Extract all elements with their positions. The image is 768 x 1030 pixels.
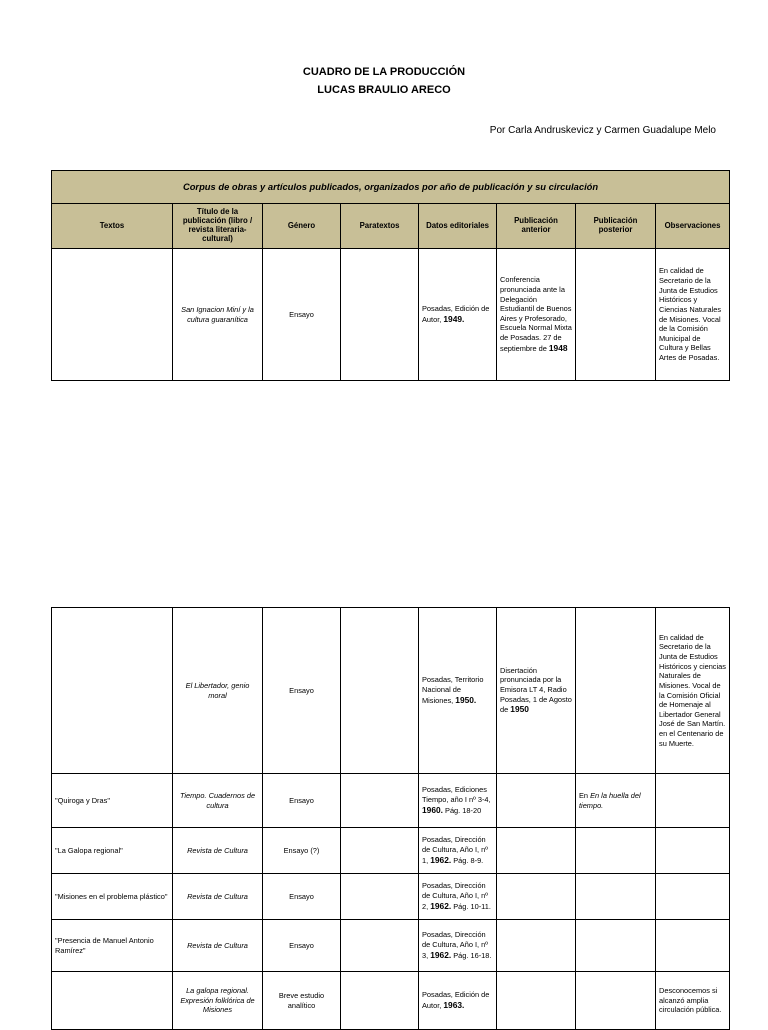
cell-texto: "La Galopa regional" xyxy=(52,828,173,874)
cell-publicacion-posterior xyxy=(576,608,656,774)
column-header-paratextos: Paratextos xyxy=(341,204,419,249)
table-row xyxy=(52,774,730,828)
cell-publicacion-anterior: Conferencia pronunciada ante la Delegación Estudiantil de Buenos Aires y Profesorado, Escuela Normal Mixta de Posadas. 27 de septiembre de 1948 xyxy=(497,249,576,381)
table-row xyxy=(52,249,730,381)
cell-observaciones: Desconocemos si alcanzó amplia circulación pública. xyxy=(656,972,730,1030)
cell-observaciones xyxy=(656,920,730,972)
table-row xyxy=(52,920,730,972)
cell-observaciones xyxy=(656,828,730,874)
table-row xyxy=(52,972,730,1030)
document-title: CUADRO DE LA PRODUCCIÓN xyxy=(302,66,466,78)
cell-publicacion-anterior xyxy=(497,920,576,972)
cell-texto: "Presencia de Manuel Antonio Ramírez" xyxy=(52,920,173,972)
cell-publicacion-anterior xyxy=(497,874,576,920)
cell-texto: "Quiroga y Dras" xyxy=(52,774,173,828)
cell-titulo: Revista de Cultura xyxy=(173,828,263,874)
cell-genero: Ensayo xyxy=(263,920,341,972)
cell-datos-editoriales: Posadas, Territorio Nacional de Misiones, 1950. xyxy=(419,608,497,774)
cell-paratextos xyxy=(341,608,419,774)
cell-publicacion-posterior xyxy=(576,972,656,1030)
cell-genero: Ensayo xyxy=(263,608,341,774)
cell-publicacion-posterior xyxy=(576,920,656,972)
cell-datos-editoriales: Posadas, Dirección de Cultura, Año I, nº 3, 1962. Pág. 16-18. xyxy=(419,920,497,972)
cell-texto xyxy=(52,608,173,774)
cell-genero: Ensayo xyxy=(263,874,341,920)
cell-observaciones: En calidad de Secretario de la Junta de Estudios Históricos y Ciencias Naturales de Misiones. Vocal de la Comisión Municipal de Cultura y Bellas Artes de Posadas. xyxy=(656,249,730,381)
cell-datos-editoriales: Posadas, Dirección de Cultura, Año I, nº 2, 1962. Pág. 10-11. xyxy=(419,874,497,920)
cell-genero: Breve estudio analítico xyxy=(263,972,341,1030)
cell-texto: "Misiones en el problema plástico" xyxy=(52,874,173,920)
cell-publicacion-anterior xyxy=(497,972,576,1030)
cell-texto xyxy=(52,972,173,1030)
cell-titulo: Revista de Cultura xyxy=(173,920,263,972)
column-header-textos: Textos xyxy=(52,204,173,249)
cell-titulo: La galopa regional. Expresión folklórica de Misiones xyxy=(173,972,263,1030)
column-header-publicacion-anterior: Publicación anterior xyxy=(497,204,576,249)
column-header-publicacion-posterior: Publicación posterior xyxy=(576,204,656,249)
cell-publicacion-posterior: En En la huella del tiempo. xyxy=(576,774,656,828)
column-header-titulo: Título de la publicación (libro / revista literaria-cultural) xyxy=(173,204,263,249)
document-subtitle: LUCAS BRAULIO ARECO xyxy=(317,84,451,96)
cell-paratextos xyxy=(341,874,419,920)
cell-paratextos xyxy=(341,774,419,828)
table-row xyxy=(52,828,730,874)
cell-titulo: San Ignacion Miní y la cultura guaranítica xyxy=(173,249,263,381)
table-caption: Corpus de obras y artículos publicados, organizados por año de publicación y su circulación xyxy=(52,171,730,204)
cell-paratextos xyxy=(341,920,419,972)
table-row xyxy=(52,874,730,920)
cell-paratextos xyxy=(341,828,419,874)
column-header-observaciones: Observaciones xyxy=(656,204,730,249)
cell-datos-editoriales: Posadas, Dirección de Cultura, Año I, nº 1, 1962. Pág. 8-9. xyxy=(419,828,497,874)
cell-publicacion-posterior xyxy=(576,874,656,920)
column-header-genero: Género xyxy=(263,204,341,249)
cell-titulo: Tiempo. Cuadernos de cultura xyxy=(173,774,263,828)
cell-genero: Ensayo xyxy=(263,249,341,381)
production-table-page1 xyxy=(51,170,730,381)
cell-observaciones xyxy=(656,774,730,828)
cell-publicacion-posterior xyxy=(576,828,656,874)
cell-paratextos xyxy=(341,249,419,381)
cell-genero: Ensayo (?) xyxy=(263,828,341,874)
cell-publicacion-posterior xyxy=(576,249,656,381)
cell-paratextos xyxy=(341,972,419,1030)
cell-titulo: Revista de Cultura xyxy=(173,874,263,920)
cell-publicacion-anterior: Disertación pronunciada por la Emisora LT 4, Radio Posadas, 1 de Agosto de 1950 xyxy=(497,608,576,774)
cell-datos-editoriales: Posadas, Edición de Autor, 1963. xyxy=(419,972,497,1030)
cell-observaciones xyxy=(656,874,730,920)
cell-publicacion-anterior xyxy=(497,828,576,874)
cell-texto xyxy=(52,249,173,381)
column-header-datos-editoriales: Datos editoriales xyxy=(419,204,497,249)
cell-genero: Ensayo xyxy=(263,774,341,828)
table-row xyxy=(52,608,730,774)
cell-datos-editoriales: Posadas, Ediciones Tiempo, año I nº 3-4, 1960. Pág. 18-20 xyxy=(419,774,497,828)
production-table-page2 xyxy=(51,607,730,1030)
cell-datos-editoriales: Posadas, Edición de Autor, 1949. xyxy=(419,249,497,381)
cell-publicacion-anterior xyxy=(497,774,576,828)
cell-observaciones: En calidad de Secretario de la Junta de Estudios Históricos y ciencias Naturales de Misiones. Vocal de la Comisión Oficial de Homenaje al Libertador General José de San Martín. en el Centenario de su Muerte. xyxy=(656,608,730,774)
cell-titulo: El Libertador, genio moral xyxy=(173,608,263,774)
authors-line: Por Carla Andruskevicz y Carmen Guadalupe Melo xyxy=(489,125,716,136)
